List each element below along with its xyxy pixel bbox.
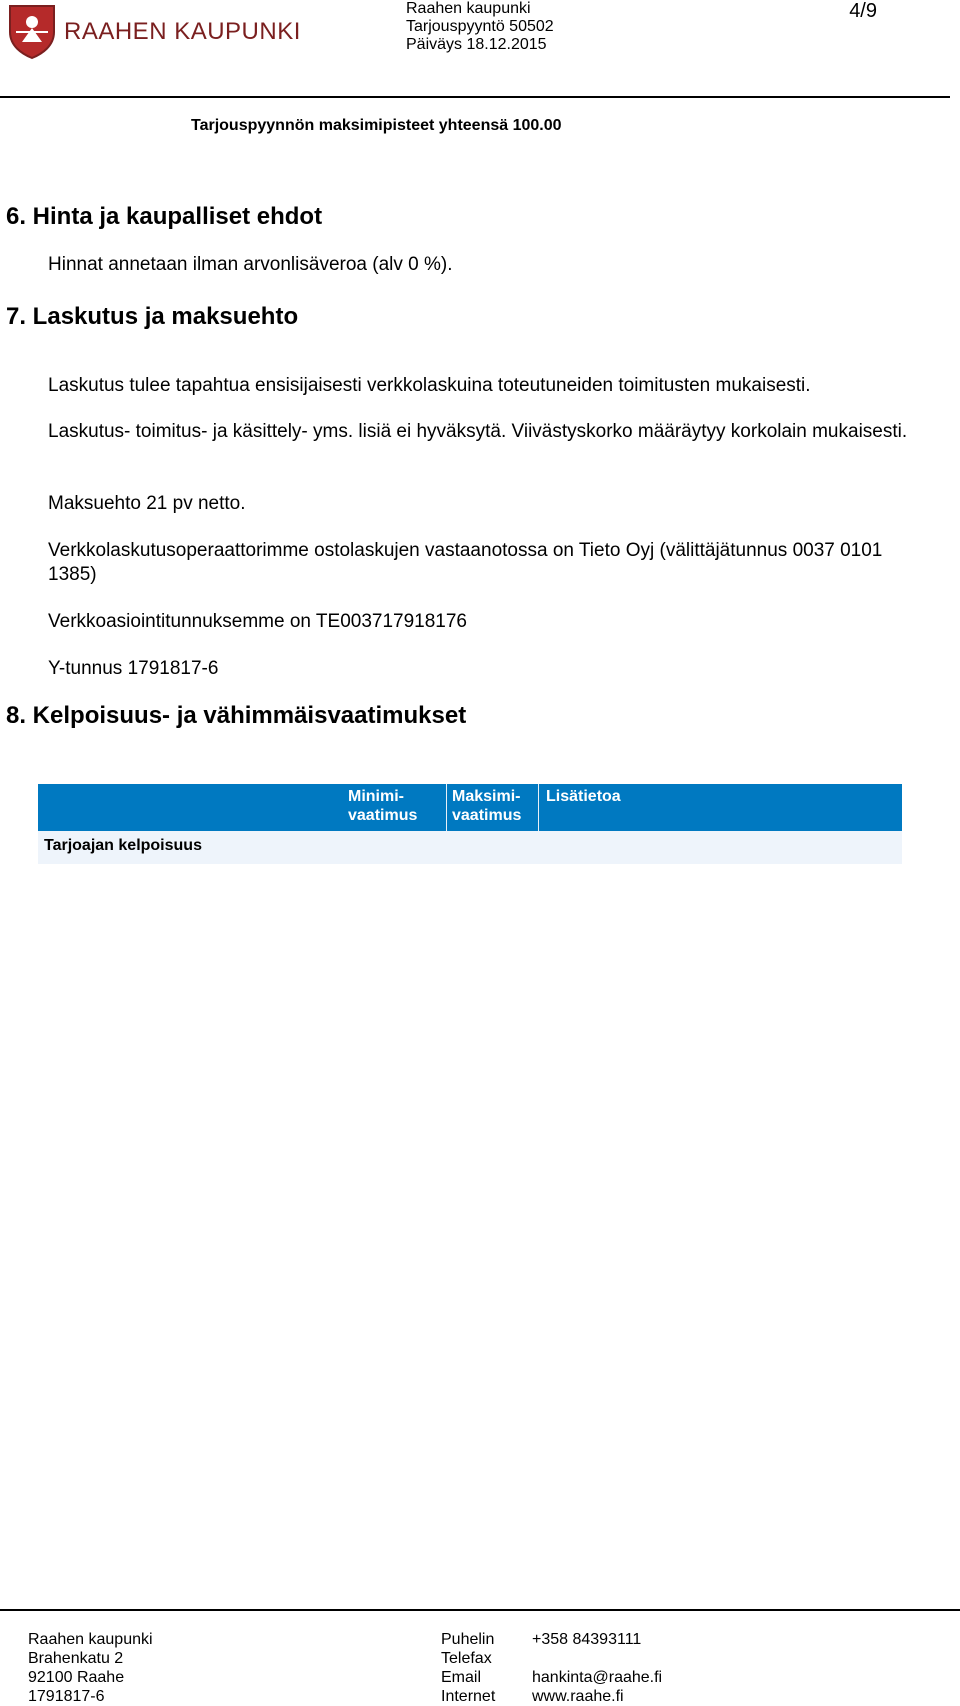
maximum-label-line1: Maksimi- [452,788,521,805]
section-7-para-1: Laskutus tulee tapahtua ensisijaisesti verkkolaskuina toteutuneiden toimitusten mukaisesti. [48,375,811,396]
maximum-label-line2: vaatimus [452,807,522,824]
row-label: Tarjoajan kelpoisuus [44,837,202,854]
coat-of-arms-icon [6,2,58,60]
footer-email[interactable]: hankinta@raahe.fi [532,1669,663,1686]
max-points: Tarjouspyynnön maksimipisteet yhteensä 100.00 [191,117,562,134]
table-header-minimum [342,784,446,831]
section-8-title: 8. Kelpoisuus- ja vähimmäisvaatimukset [6,702,467,729]
section-6-text: Hinnat annetaan ilman arvonlisäveroa (alv 0 %). [48,254,453,275]
footer-business-id: 1791817-6 [28,1688,105,1705]
section-7-para-3: Maksuehto 21 pv netto. [48,493,246,514]
section-7-title: 7. Laskutus ja maksuehto [6,303,299,330]
header-date: Päiväys 18.12.2015 [406,36,547,53]
section-6-title: 6. Hinta ja kaupalliset ehdot [6,203,323,230]
table-header-info: Lisätietoa [546,788,621,805]
footer-web[interactable]: www.raahe.fi [532,1688,624,1705]
section-7-para-5: Verkkoasiointitunnuksemme on TE003717918176 [48,611,467,632]
section-7-para-2: Laskutus- toimitus- ja käsittely- yms. lisiä ei hyväksytä. Viivästyskorko määräytyy korkolain mukaisesti. [48,421,908,442]
footer-org: Raahen kaupunki [28,1631,153,1648]
section-7-para-6: Y-tunnus 1791817-6 [48,658,219,679]
table-header-row [38,784,902,831]
page-number: 4/9 [849,0,877,22]
footer-phone-label: Puhelin [441,1631,495,1648]
minimum-label-line2: vaatimus [348,807,418,824]
footer-phone: +358 84393111 [532,1631,642,1648]
logo-wordmark: RAAHEN KAUPUNKI [64,18,301,45]
footer-web-label: Internet [441,1688,496,1705]
header-org: Raahen kaupunki [406,0,531,17]
footer-fax-label: Telefax [441,1650,492,1667]
qualification-table [38,784,902,864]
footer-divider [0,1609,960,1611]
table-header-separator [538,784,539,831]
footer-street: Brahenkatu 2 [28,1650,124,1667]
table-header-maximum [446,784,540,831]
minimum-label-line1: Minimi- [348,788,404,805]
header-tender: Tarjouspyyntö 50502 [406,18,554,35]
header-divider [0,96,950,98]
footer-postal: 92100 Raahe [28,1669,125,1686]
footer-email-label: Email [441,1669,482,1686]
section-7-para-4: Verkkolaskutusoperaattorimme ostolaskujen vastaanotossa on Tieto Oyj (välittäjätunnus 0037 0101 1385) [48,540,883,585]
table-row [38,831,902,864]
